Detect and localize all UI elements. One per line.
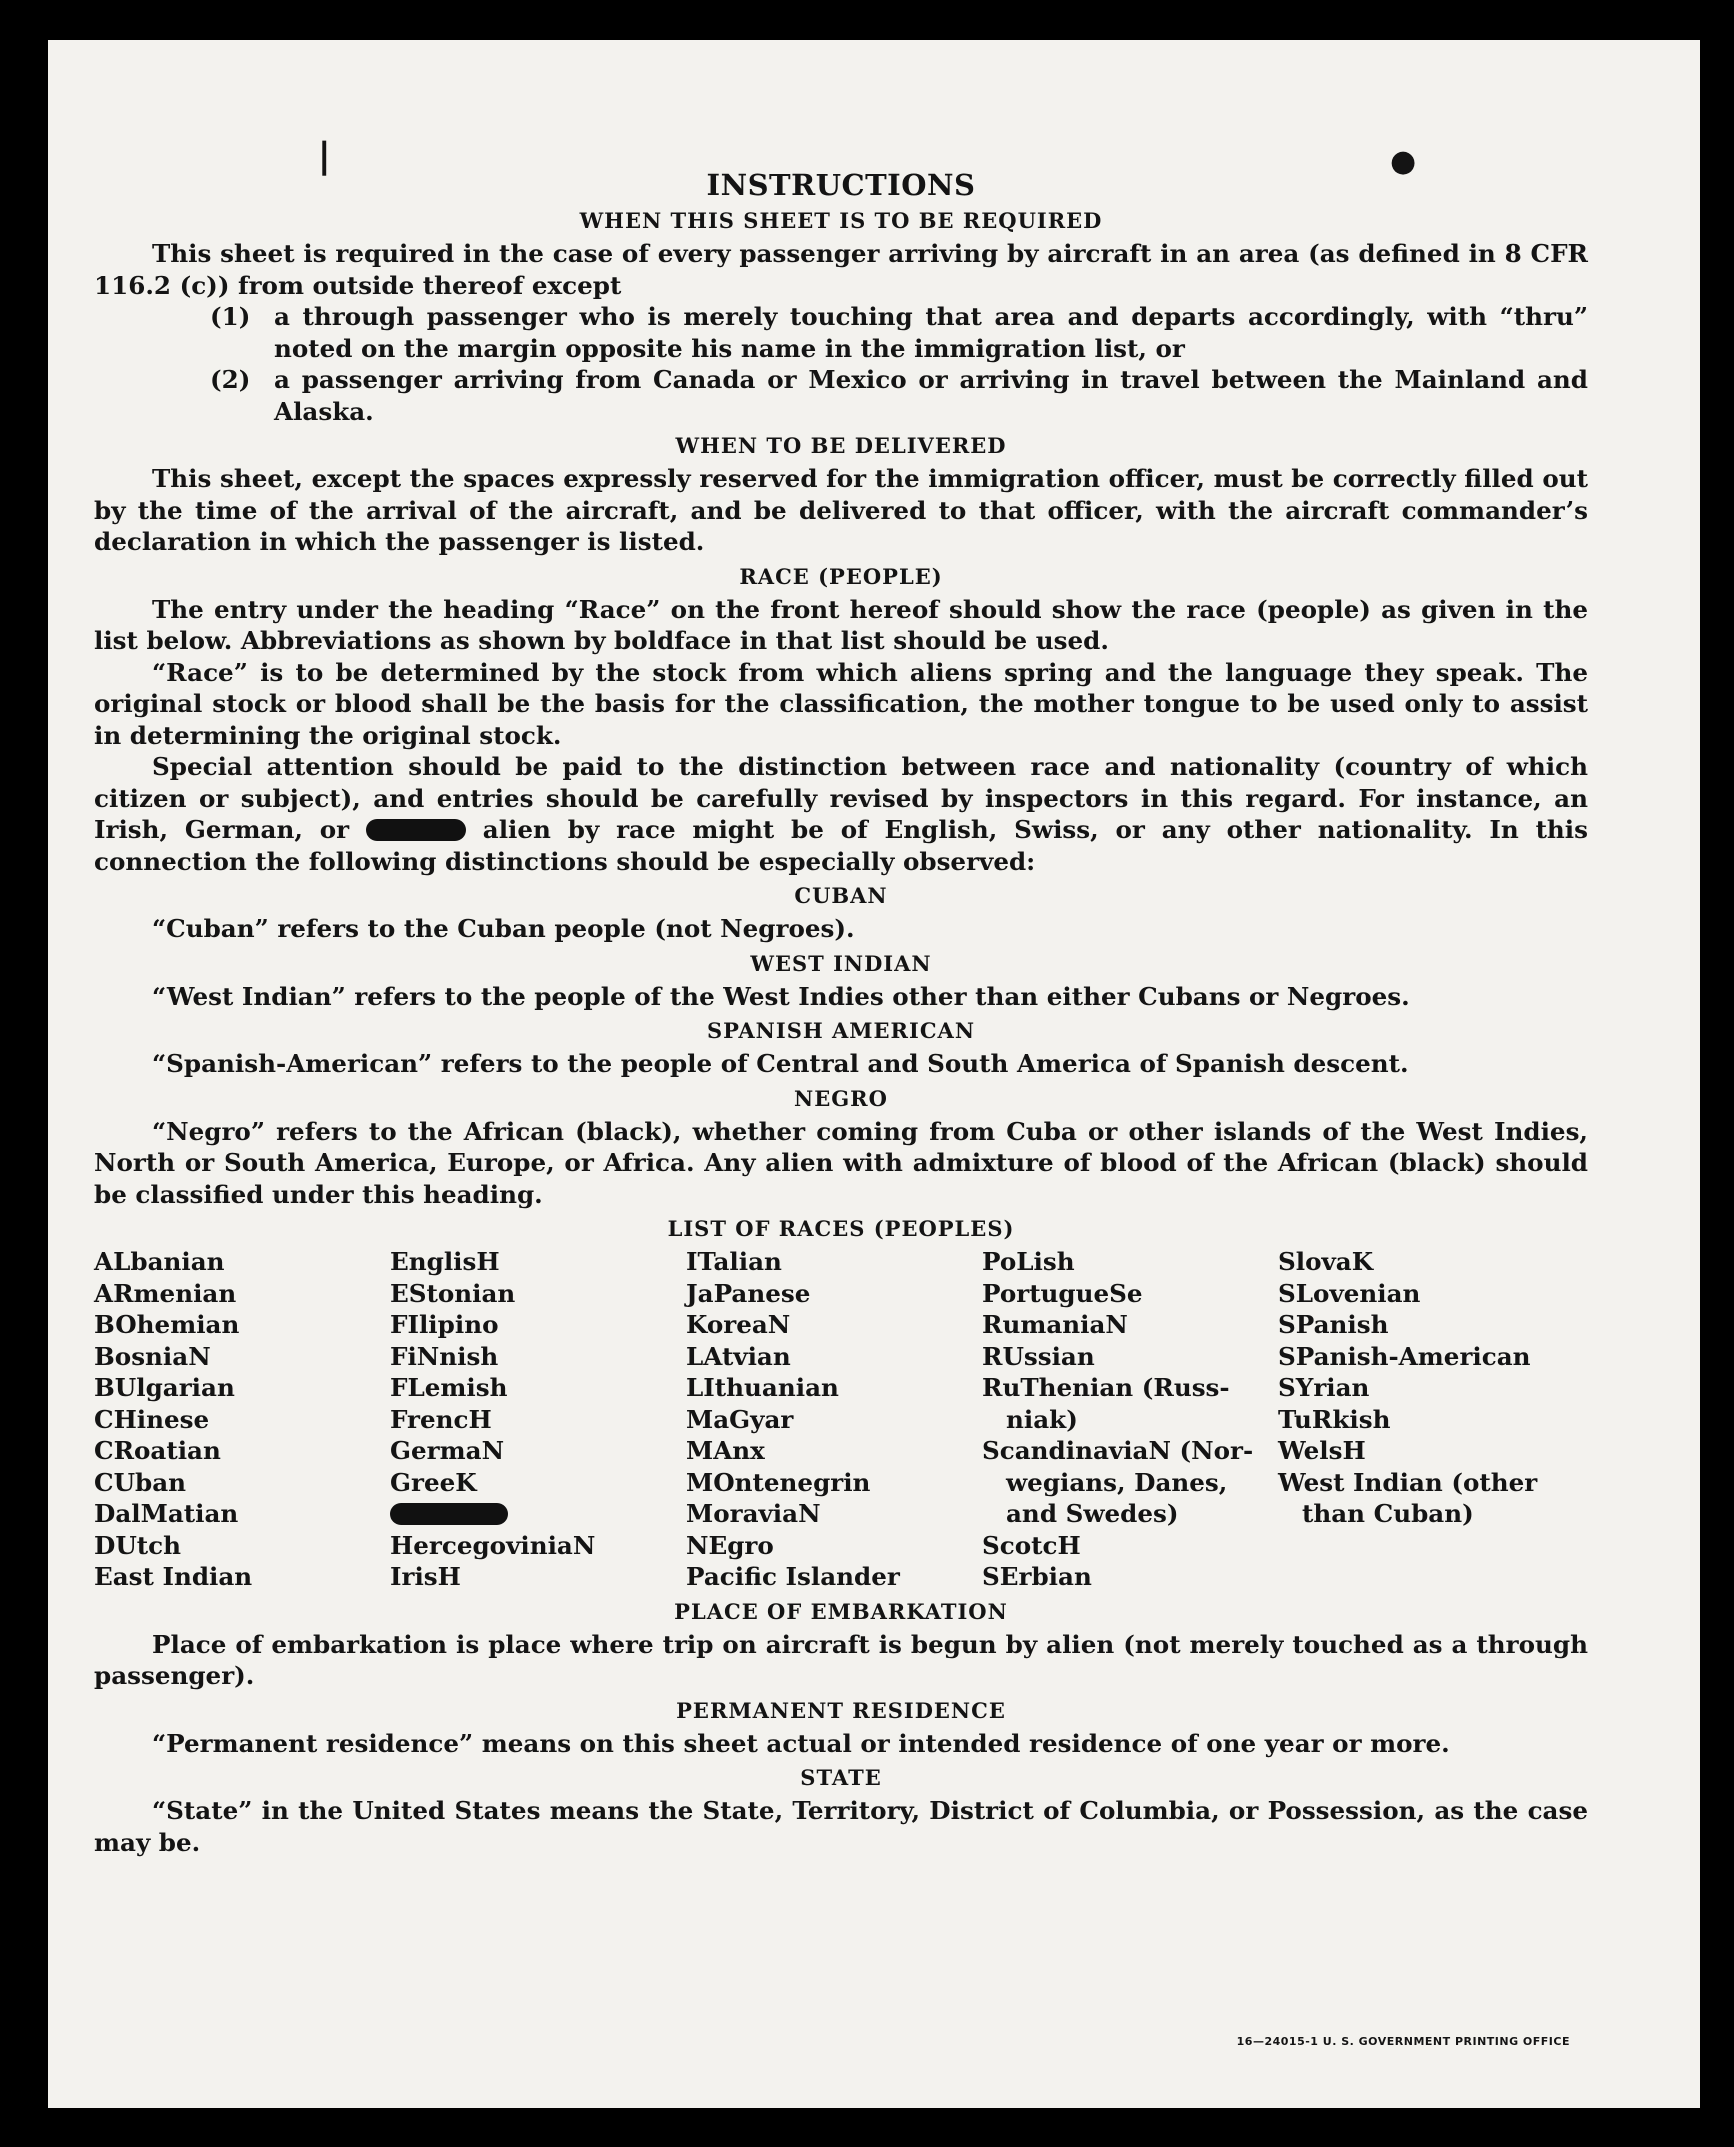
para-cuban: “Cuban” refers to the Cuban people (not Negroes).	[152, 914, 855, 943]
race-entry: DUtch	[94, 1530, 181, 1560]
exception-item-2	[94, 364, 1588, 427]
race-entry: MaGyar	[686, 1404, 794, 1434]
races-list	[94, 1246, 1588, 1593]
heading-permanent-residence: PERMANENT RESIDENCE	[676, 1697, 1006, 1723]
para-when-delivered: This sheet, except the spaces expressly reserved for the immigration officer, must be correctly filled out by the time of the arrival of the aircraft, and be delivered to that officer, with the aircraft commander’s declaration in which the passenger is listed.	[94, 464, 1588, 556]
punch-mark-left: ❘	[310, 136, 339, 176]
heading-race: RACE (PEOPLE)	[739, 563, 943, 589]
race-entry: EStonian	[390, 1278, 516, 1308]
item-number: (2)	[210, 365, 251, 394]
race-entry: IrisH	[390, 1562, 461, 1591]
para-race-3-b: alien by race might be of English, Swiss, or any other nationality. In this connection the following distinctions should be especially observed:	[94, 815, 1588, 876]
heading-state: STATE	[800, 1765, 882, 1790]
race-entry: CHinese	[94, 1404, 210, 1434]
para-when-required: This sheet is required in the case of every passenger arriving by aircraft in an area (as defined in 8 CFR 116.2 (c)) from outside thereof except	[94, 239, 1588, 300]
page-title: INSTRUCTIONS	[706, 168, 976, 202]
race-entry: GermaN	[390, 1436, 505, 1465]
race-entry: FrencH	[390, 1404, 492, 1434]
race-entry-continued: wegians, Danes,	[1006, 1467, 1228, 1497]
race-entry: SLovenian	[1278, 1278, 1421, 1308]
race-entry: HercegoviniaN	[390, 1530, 596, 1560]
para-race-2: “Race” is to be determined by the stock from which aliens spring and the language they speak. The original stock or blood shall be the basis for the classification, the mother tongue to be used only to assist in determining the original stock.	[94, 657, 1588, 750]
punch-mark-right: ●	[1390, 144, 1417, 179]
race-entry: RuThenian (Russ-	[982, 1373, 1230, 1402]
redaction-mark	[366, 819, 466, 841]
race-entry: FIlipino	[390, 1310, 499, 1339]
para-spanish-american: “Spanish-American” refers to the people of Central and South America of Spanish descent.	[152, 1049, 1409, 1078]
race-entry: SErbian	[982, 1562, 1092, 1591]
races-column-4	[982, 1246, 1278, 1593]
heading-west-indian: WEST INDIAN	[750, 950, 932, 976]
race-entry: ARmenian	[94, 1278, 237, 1308]
race-entry: FiNnish	[390, 1341, 499, 1371]
race-entry: GreeK	[390, 1467, 477, 1497]
race-entry: TuRkish	[1278, 1404, 1391, 1434]
heading-spanish-american: SPANISH AMERICAN	[706, 1018, 976, 1043]
races-column-2	[390, 1246, 686, 1593]
para-west-indian: “West Indian” refers to the people of the West Indies other than either Cubans or Negroes.	[152, 981, 1410, 1011]
race-entry: BOhemian	[94, 1310, 240, 1339]
para-embarkation: Place of embarkation is place where trip on aircraft is begun by alien (not merely touched as a through passenger).	[94, 1629, 1588, 1690]
item-number: (1)	[210, 302, 251, 331]
race-entry: KoreaN	[686, 1310, 791, 1339]
para-race-3-a: Special attention should be paid to the distinction between race and nationality (country of which citizen or subject), and entries should be carefully revised by inspectors in this regard. For instance, an Irish, German, or	[94, 752, 1588, 844]
race-entry-continued: and Swedes)	[1006, 1499, 1179, 1528]
race-entry-continued: niak)	[1006, 1404, 1078, 1434]
race-entry: PortugueSe	[982, 1278, 1143, 1308]
race-entry: ITalian	[686, 1247, 782, 1276]
race-entry: WelsH	[1278, 1436, 1366, 1465]
race-entry: ALbanian	[94, 1247, 225, 1276]
race-entry: SPanish	[1278, 1310, 1389, 1339]
race-entry-redacted	[390, 1498, 686, 1530]
heading-embarkation: PLACE OF EMBARKATION	[674, 1598, 1008, 1624]
race-entry: RumaniaN	[982, 1310, 1128, 1339]
race-entry: LAtvian	[686, 1341, 791, 1371]
race-entry: BosniaN	[94, 1341, 211, 1371]
races-column-1	[94, 1246, 390, 1593]
race-entry: West Indian (other	[1278, 1467, 1538, 1497]
race-entry: MOntenegrin	[686, 1467, 871, 1497]
printer-imprint: 16—24015-1 U. S. GOVERNMENT PRINTING OFFICE	[1236, 2035, 1570, 2048]
item-text: a through passenger who is merely touching that area and departs accordingly, with “thru” noted on the margin opposite his name in the immigration list, or	[274, 302, 1588, 363]
race-entry: SYrian	[1278, 1373, 1370, 1402]
race-entry: NEgro	[686, 1530, 774, 1560]
race-entry: SlovaK	[1278, 1247, 1374, 1276]
item-text: a passenger arriving from Canada or Mexico or arriving in travel between the Mainland and Alaska.	[274, 365, 1588, 426]
race-entry: ScandinaviaN (Nor-	[982, 1436, 1254, 1465]
para-race-3	[94, 751, 1588, 877]
race-entry: Pacific Islander	[686, 1562, 900, 1591]
race-entry: CUban	[94, 1467, 187, 1497]
heading-negro: NEGRO	[794, 1085, 888, 1111]
race-entry: RUssian	[982, 1341, 1095, 1371]
race-entry: DalMatian	[94, 1499, 239, 1528]
race-entry: EnglisH	[390, 1247, 500, 1276]
exception-item-1	[94, 301, 1588, 364]
para-permanent-residence: “Permanent residence” means on this sheet actual or intended residence of one year or more.	[152, 1728, 1450, 1758]
race-entry: ScotcH	[982, 1530, 1081, 1560]
race-entry: CRoatian	[94, 1436, 221, 1465]
race-entry: MAnx	[686, 1436, 765, 1465]
instructions-body	[94, 168, 1588, 1858]
race-entry: East Indian	[94, 1562, 253, 1591]
race-entry: BUlgarian	[94, 1373, 235, 1402]
race-entry: LIthuanian	[686, 1373, 839, 1402]
document-page	[48, 40, 1700, 2108]
para-negro: “Negro” refers to the African (black), whether coming from Cuba or other islands of the West Indies, North or South America, Europe, or Africa. Any alien with admixture of blood of the African (black) should be classified under this heading.	[94, 1116, 1588, 1209]
race-entry: SPanish-American	[1278, 1341, 1531, 1371]
races-column-5	[1278, 1246, 1574, 1593]
race-entry: PoLish	[982, 1247, 1075, 1276]
race-entry-continued: than Cuban)	[1302, 1499, 1474, 1528]
race-entry: FLemish	[390, 1373, 508, 1402]
redaction-mark	[390, 1503, 508, 1525]
race-entry: MoraviaN	[686, 1499, 821, 1528]
heading-cuban: CUBAN	[794, 883, 888, 908]
heading-when-delivered: WHEN TO BE DELIVERED	[675, 433, 1007, 458]
races-column-3	[686, 1246, 982, 1593]
para-race-1: The entry under the heading “Race” on the front hereof should show the race (people) as given in the list below. Abbreviations as shown by boldface in that list should be used.	[94, 594, 1588, 655]
race-entry: JaPanese	[686, 1278, 811, 1308]
heading-when-required: WHEN THIS SHEET IS TO BE REQUIRED	[579, 208, 1103, 233]
heading-list-of-races: LIST OF RACES (PEOPLES)	[667, 1216, 1015, 1241]
para-state: “State” in the United States means the State, Territory, District of Columbia, or Possession, as the case may be.	[94, 1796, 1588, 1857]
